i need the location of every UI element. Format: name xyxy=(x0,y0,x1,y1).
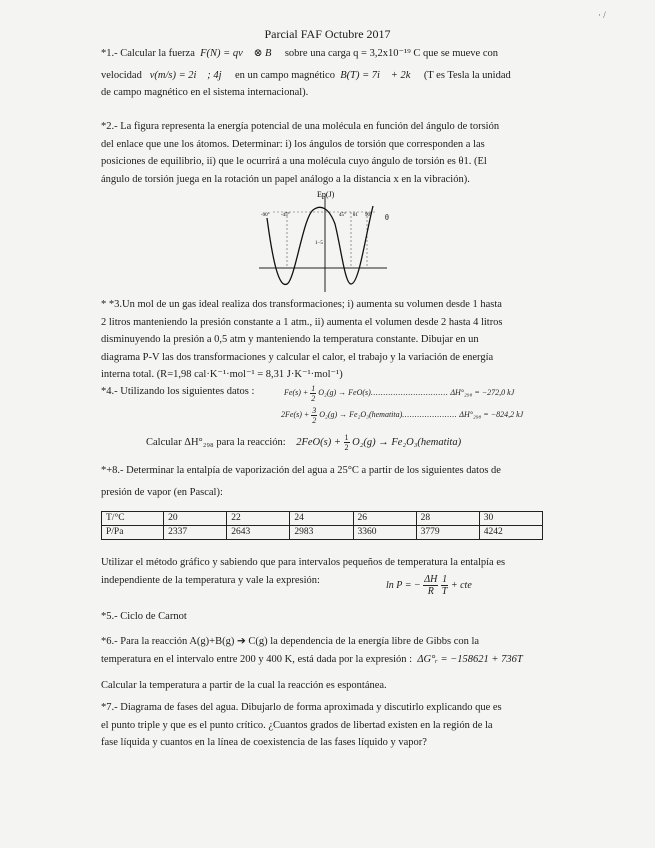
tick-45: 45° xyxy=(339,213,346,218)
p1-text-c: velocidad xyxy=(101,69,142,81)
p5-instructions xyxy=(101,554,551,589)
table-cell: 4242 xyxy=(479,526,542,540)
p3-line-4: diagrama P-V las dos transformaciones y calcular el calor, el trabajo y la variación de energía xyxy=(101,351,494,363)
p3-line-2: 2 litros manteniendo la presión constante a 1 atm., ii) aumenta el volumen desde 2 hasta 4 litros xyxy=(101,316,503,328)
y-axis-label: Ep(J) xyxy=(317,190,335,199)
p7-line-1: *6.- Para la reacción A(g)+B(g) ➔ C(g) la dependencia de la energía libre de Gibbs con la xyxy=(101,636,480,647)
p1-field-formula: B(T) = 7i⃗ + 2k⃗ xyxy=(340,69,419,81)
p1-text-d: en un campo magnético xyxy=(234,69,335,81)
table-cell: 2337 xyxy=(164,526,227,540)
p5-line-1: *+8.- Determinar la entalpía de vaporización del agua a 25°C a partir de los siguientes datos de xyxy=(101,465,501,476)
tick-90: 90° xyxy=(365,213,372,218)
p2-line-1: *2.- La figura representa la energía potencial de una molécula en función del ángulo de torsión xyxy=(101,121,500,132)
table-cell: 28 xyxy=(416,512,479,526)
table-cell: 2643 xyxy=(227,526,290,540)
p1-text-f: de campo magnético en el sistema internacional). xyxy=(101,87,309,98)
tick-minus-90: -90° xyxy=(261,213,270,218)
table-cell: 3779 xyxy=(416,526,479,540)
p7-line-2: temperatura en el intervalo entre 200 y 400 K, está dada por la expresión : xyxy=(101,653,413,665)
p1-velocity-formula: v(m/s) = 2i⃗ ; 4j⃗ xyxy=(149,69,230,81)
p4-calc: Calcular ΔH°₂₉₈ para la reacción: 2FeO(s) + $\frac{1}{2}$ O₂(g) → Fe₂O₃(hematita) xyxy=(146,433,462,452)
problem-8 xyxy=(101,699,551,752)
p2-line-3: posiciones de equilibrio, ii) que le ocurrirá a una molécula cuyo ángulo de torsión es θ1. (El xyxy=(101,156,487,167)
problem-6: *5.- Ciclo de Carnot xyxy=(101,611,187,622)
table-cell: 24 xyxy=(290,512,353,526)
tick-minus-45: -45° xyxy=(281,213,290,218)
problem-5 xyxy=(101,462,551,501)
p2-line-2: del enlace que une los átomos. Determinar: i) los ángulos de torsión que corresponden a las xyxy=(101,138,485,150)
table-cell: 20 xyxy=(164,512,227,526)
p3-line-3: disminuyendo la presión a 0,5 atm y manteniendo la temperatura constante. Dibujar en un xyxy=(101,334,479,345)
table-cell: 30 xyxy=(479,512,542,526)
p1-text-b: sobre una carga q = 3,2x10⁻¹⁹ C que se mueve con xyxy=(284,48,498,59)
problem-7 xyxy=(101,633,551,695)
x-axis-label: θ xyxy=(385,213,389,222)
tick-theta1: θ1 xyxy=(353,213,358,218)
p8-line-2: el punto triple y que es el punto crítico. ¿Cuantos grados de libertad existen en la región de la xyxy=(101,719,493,731)
problem-3 xyxy=(101,296,551,384)
p4-equation-2: 2Fe(s) + $\frac{3}{2}$ O₂(g) → Fe₂O₃(hematita)...................... ΔH°₂₉₈ = −824,2 kJ xyxy=(281,405,524,425)
table-cell: P/Pa xyxy=(102,526,164,540)
table-row xyxy=(102,512,543,526)
p5-line-4: independiente de la temperatura y vale la expresión: xyxy=(101,574,320,586)
p4-intro: *4.- Utilizando los siguientes datos : xyxy=(101,386,255,397)
table-cell: 22 xyxy=(227,512,290,526)
p1-text-a: *1.- Calcular la fuerza xyxy=(101,48,195,59)
p5-line-2: presión de vapor (en Pascal): xyxy=(101,486,223,498)
problem-1 xyxy=(101,45,551,102)
p8-line-1: *7.- Diagrama de fases del agua. Dibujarlo de forma aproximada y discutirlo explicando que es xyxy=(101,702,502,713)
p2-line-4: ángulo de torsión juega en la rotación un papel análogo a la distancia x en la vibración). xyxy=(101,173,470,185)
table-cell: 26 xyxy=(353,512,416,526)
level-label: 1−5 xyxy=(315,241,323,246)
p3-line-5: interna total. (R=1,98 cal·K⁻¹·mol⁻¹ = 8,31 J·K⁻¹·mol⁻¹) xyxy=(101,369,343,380)
p8-line-3: fase líquida y cuantos en la línea de coexistencia de las fases líquido y vapor? xyxy=(101,737,427,748)
p5-formula: ln P = − $\frac{\Delta H}{R}$ $\frac{1}{T}$ + cte xyxy=(386,574,472,598)
p7-line-3: Calcular la temperatura a partir de la cual la reacción es espontánea. xyxy=(101,680,387,691)
table-row xyxy=(102,526,543,540)
corner-mark: · / xyxy=(598,10,606,20)
problem-2 xyxy=(101,118,551,188)
page-title: Parcial FAF Octubre 2017 xyxy=(264,27,391,41)
p3-line-1: * *3.Un mol de un gas ideal realiza dos transformaciones; i) aumenta su volumen desde 1 hasta xyxy=(101,299,502,310)
table-cell: T/°C xyxy=(102,512,164,526)
p7-formula: ΔG°ᵣ = −158621 + 736T xyxy=(417,653,523,665)
vapor-pressure-table xyxy=(101,511,543,540)
table-cell: 3360 xyxy=(353,526,416,540)
p4-equation-1: Fe(s) + $\frac{1}{2}$ O₂(g) → FeO(s)............................... ΔH°₂₉₈ = −272,0 kJ xyxy=(284,383,515,403)
p1-text-e: (T es Tesla la unidad xyxy=(423,69,511,81)
potential-energy-graph xyxy=(255,188,395,296)
p5-line-3: Utilizar el método gráfico y sabiendo que para intervalos pequeños de temperatura la entalpía es xyxy=(101,557,506,568)
table-cell: 2983 xyxy=(290,526,353,540)
p1-force-formula: F(N) = qv⃗ ⊗ B⃗ xyxy=(200,48,280,59)
